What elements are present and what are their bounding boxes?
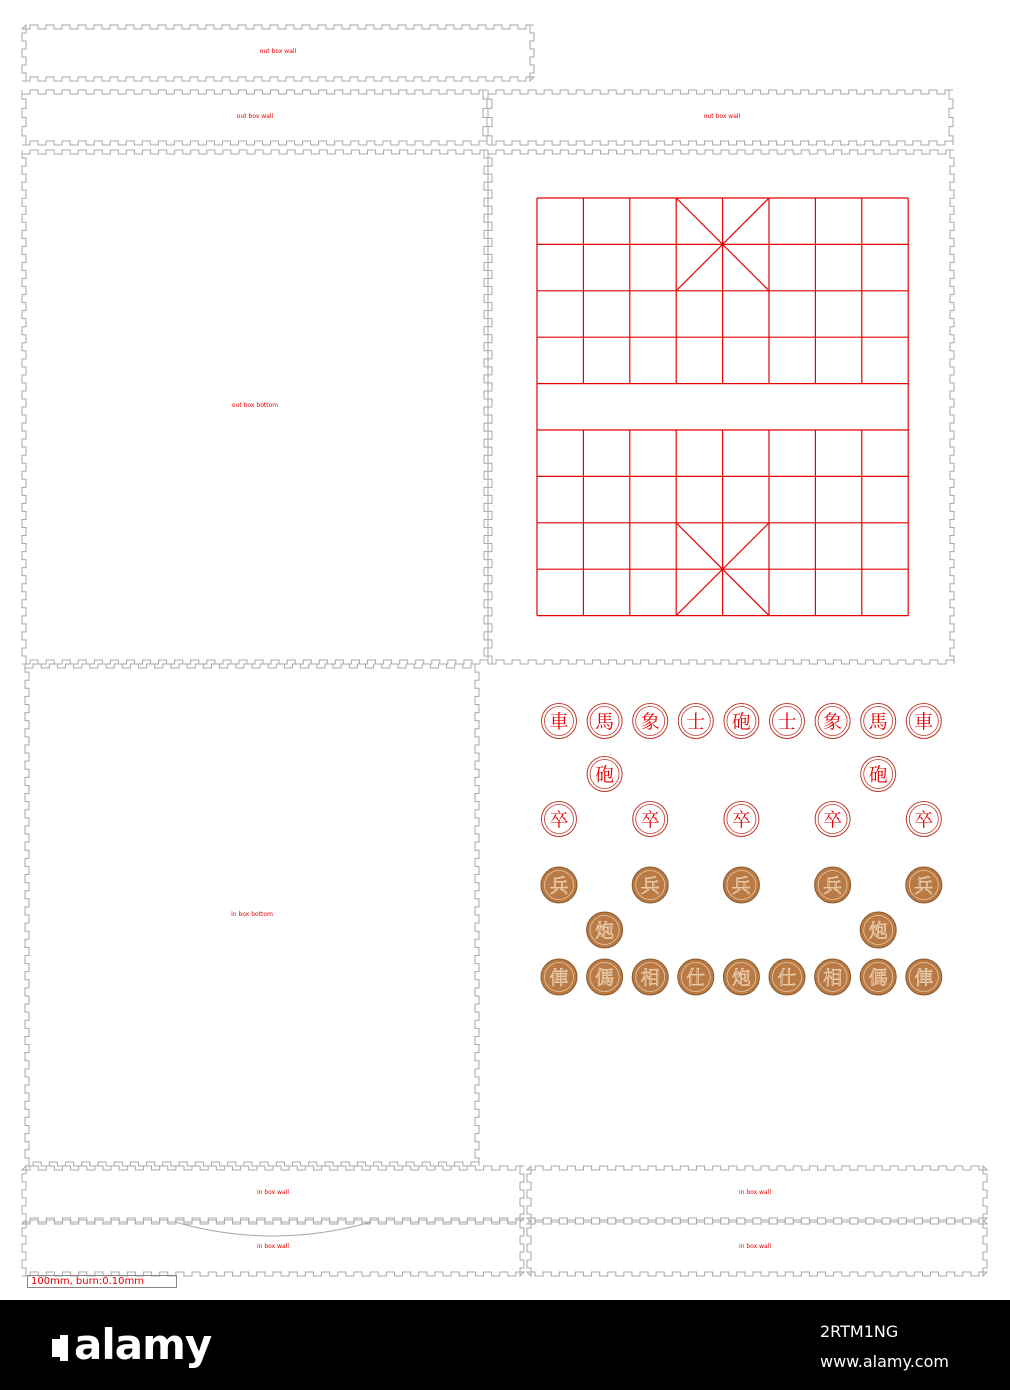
svg-text:兵: 兵 bbox=[823, 875, 843, 897]
piece-brown-soldier bbox=[541, 867, 577, 903]
piece-red-back-row bbox=[542, 704, 577, 739]
piece-red-back-row bbox=[815, 704, 850, 739]
panel-labels bbox=[231, 48, 771, 1250]
svg-text:兵: 兵 bbox=[731, 875, 751, 897]
piece-red-soldier bbox=[815, 802, 850, 837]
piece-red-soldier bbox=[724, 802, 759, 837]
piece-brown-back-row bbox=[541, 959, 577, 995]
svg-text:炮: 炮 bbox=[868, 920, 888, 942]
watermark-footer bbox=[0, 1300, 1010, 1390]
piece-red-back-row bbox=[861, 704, 896, 739]
svg-text:相: 相 bbox=[823, 967, 843, 989]
piece-brown-back-row bbox=[678, 959, 714, 995]
label-in-box-bottom: in box bottom bbox=[231, 911, 273, 918]
svg-text:砲: 砲 bbox=[595, 764, 615, 786]
piece-red-back-row bbox=[633, 704, 668, 739]
svg-text:炮: 炮 bbox=[731, 967, 751, 989]
svg-text:馬: 馬 bbox=[868, 711, 888, 733]
svg-text:兵: 兵 bbox=[914, 875, 934, 897]
image-id: 2RTM1NG bbox=[820, 1322, 899, 1341]
piece-red-cannon bbox=[861, 757, 896, 792]
svg-text:士: 士 bbox=[686, 711, 706, 733]
svg-text:象: 象 bbox=[823, 711, 843, 733]
svg-text:炮: 炮 bbox=[595, 920, 615, 942]
alamy-logo bbox=[50, 1320, 211, 1369]
label-out-box-wall-1: out box wall bbox=[259, 48, 297, 55]
svg-text:兵: 兵 bbox=[640, 875, 660, 897]
label-in-box-wall-1: in box wall bbox=[256, 1189, 290, 1196]
svg-text:俥: 俥 bbox=[549, 967, 569, 989]
svg-text:傌: 傌 bbox=[595, 967, 615, 989]
svg-text:相: 相 bbox=[640, 967, 660, 989]
svg-text:卒: 卒 bbox=[823, 809, 843, 831]
piece-brown-back-row bbox=[860, 959, 896, 995]
piece-brown-back-row bbox=[906, 959, 942, 995]
xiangqi-board bbox=[537, 198, 908, 616]
svg-text:馬: 馬 bbox=[595, 711, 615, 733]
xiangqi-pieces bbox=[541, 704, 942, 996]
site-url: www.alamy.com bbox=[820, 1352, 949, 1371]
piece-brown-soldier bbox=[632, 867, 668, 903]
svg-text:卒: 卒 bbox=[731, 809, 751, 831]
piece-brown-back-row bbox=[632, 959, 668, 995]
svg-text:仕: 仕 bbox=[686, 967, 706, 989]
piece-red-cannon bbox=[587, 757, 622, 792]
label-in-box-wall-3: in box wall bbox=[256, 1243, 290, 1250]
piece-brown-cannon bbox=[587, 912, 623, 948]
piece-brown-soldier bbox=[815, 867, 851, 903]
svg-text:仕: 仕 bbox=[777, 967, 797, 989]
piece-brown-back-row bbox=[723, 959, 759, 995]
piece-red-back-row bbox=[906, 704, 941, 739]
alamy-logo-mark-icon bbox=[50, 1333, 70, 1363]
label-out-box-bottom: out box bottom bbox=[231, 402, 279, 409]
scale-legend: 100mm, burn:0.10mm bbox=[27, 1275, 177, 1288]
svg-text:卒: 卒 bbox=[914, 809, 934, 831]
piece-red-soldier bbox=[906, 802, 941, 837]
label-in-box-wall-2: in box wall bbox=[738, 1189, 772, 1196]
piece-brown-soldier bbox=[723, 867, 759, 903]
label-out-box-wall-2: out box wall bbox=[236, 113, 274, 120]
svg-text:卒: 卒 bbox=[640, 809, 660, 831]
piece-brown-cannon bbox=[860, 912, 896, 948]
svg-text:傌: 傌 bbox=[868, 967, 888, 989]
label-out-box-wall-3: out box wall bbox=[703, 113, 741, 120]
piece-brown-soldier bbox=[906, 867, 942, 903]
piece-red-soldier bbox=[633, 802, 668, 837]
svg-text:砲: 砲 bbox=[731, 711, 751, 733]
svg-text:象: 象 bbox=[640, 711, 660, 733]
svg-text:卒: 卒 bbox=[549, 809, 569, 831]
svg-text:俥: 俥 bbox=[914, 967, 934, 989]
panel-outlines bbox=[22, 25, 987, 1276]
svg-text:車: 車 bbox=[549, 711, 569, 733]
chess-board-panel bbox=[488, 150, 954, 664]
alamy-logo-text: alamy bbox=[74, 1320, 212, 1369]
piece-brown-back-row bbox=[815, 959, 851, 995]
piece-red-back-row bbox=[678, 704, 713, 739]
svg-text:砲: 砲 bbox=[868, 764, 888, 786]
piece-red-back-row bbox=[587, 704, 622, 739]
svg-text:車: 車 bbox=[914, 711, 934, 733]
svg-text:兵: 兵 bbox=[549, 875, 569, 897]
piece-red-back-row bbox=[770, 704, 805, 739]
label-in-box-wall-4: in box wall bbox=[738, 1243, 772, 1250]
svg-text:士: 士 bbox=[777, 711, 797, 733]
piece-brown-back-row bbox=[587, 959, 623, 995]
piece-brown-back-row bbox=[769, 959, 805, 995]
piece-red-back-row bbox=[724, 704, 759, 739]
piece-red-soldier bbox=[542, 802, 577, 837]
